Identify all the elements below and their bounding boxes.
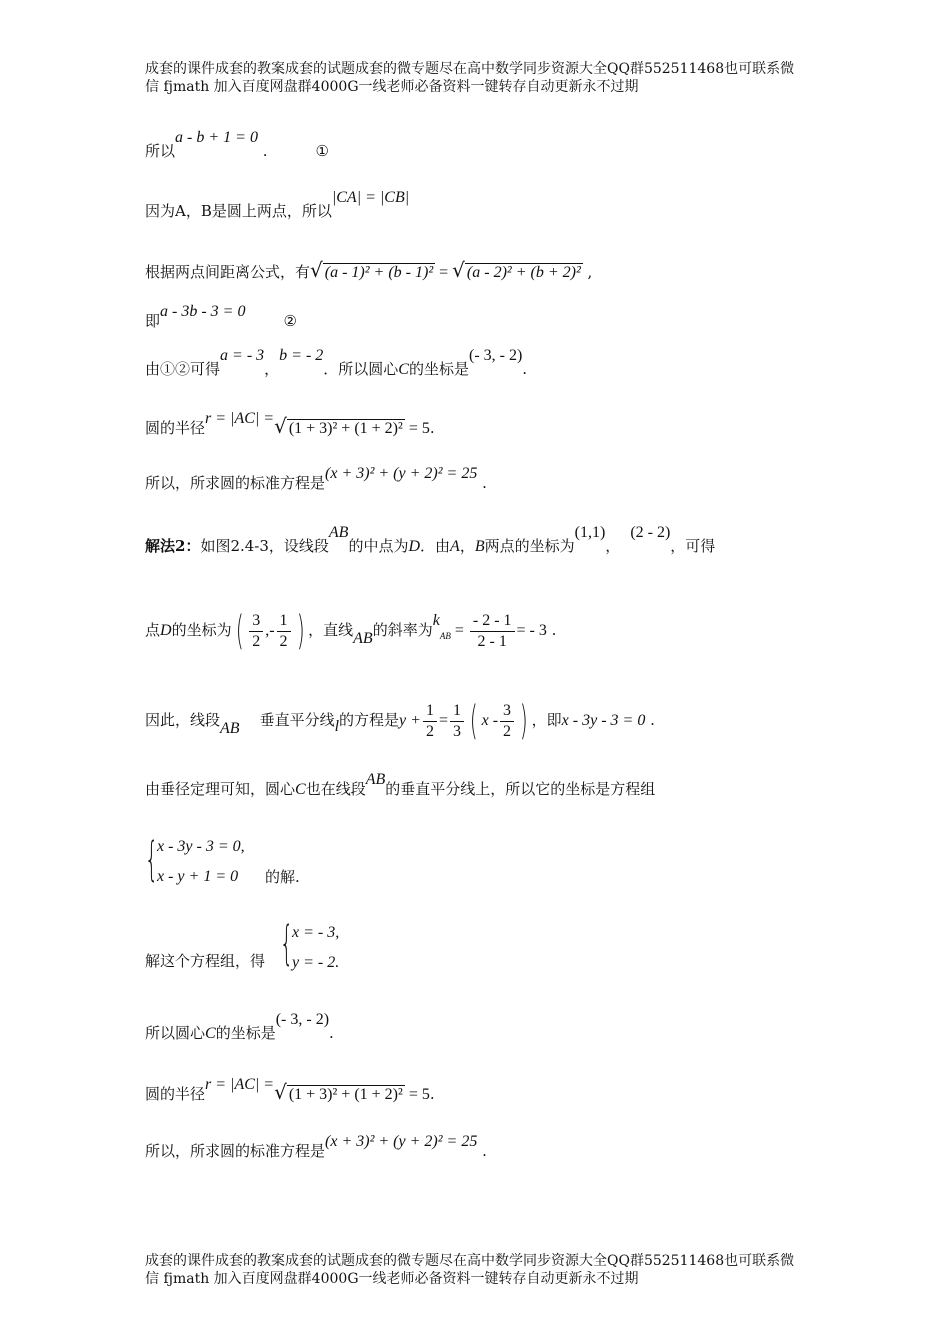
midpoint-line: 点D的坐标为( $\frac{3}{2}$ ,- $\frac{1}{2}$ ) ，直线AB的斜率为$k_{AB}$ = $\frac{- 2 - 1}{2 - 1}$ = - 3 . xyxy=(145,608,557,654)
segment-ab: AB xyxy=(328,524,349,541)
equation-system-1: { x - 3y - 3 = 0, x - y + 1 = 0 的解. xyxy=(145,832,300,886)
point-b: (2 - 2) xyxy=(630,524,671,541)
distance-left: (a - 1)² + (b - 1)² xyxy=(324,264,434,281)
system-2-eq-1: x = - 3, xyxy=(292,924,340,941)
radius-value: = 5 xyxy=(408,420,430,437)
header-line-2: 信 fjmath 加入百度网盘群4000G一线老师必备资料一键转存自动更新永不过期 xyxy=(145,79,639,95)
line-6-text: 圆的半径 xyxy=(145,419,206,437)
distance-right: (a - 2)² + (b + 2)² xyxy=(466,264,581,281)
solve-line: 解这个方程组，得 xyxy=(145,952,266,970)
line-1: 所以a - b + 1 = 0 . ① xyxy=(145,129,329,160)
equation-system-2: { x = - 3, y = - 2. xyxy=(280,916,340,971)
slope-result: = - 3 xyxy=(516,622,547,639)
marker-1: ① xyxy=(315,142,329,160)
bisector-line: 因此，线段AB 垂直平分线l的方程是y + $\frac{1}{2}$ = $\frac{1}{3}$ ( x - $\frac{3}{2}$ ) ，即x - 3y - 3 = 0 . xyxy=(145,698,655,744)
radius-math: r = |AC| = xyxy=(205,410,275,427)
slope-fraction: $\frac{- 2 - 1}{2 - 1}$ xyxy=(470,611,515,652)
line-5-text-b: ．所以圆心 xyxy=(323,360,399,378)
line-7-text: 所以，所求圆的标准方程是 xyxy=(145,474,326,492)
center-line: 所以圆心C的坐标是(- 3, - 2). xyxy=(145,1011,334,1042)
line-5: 由①②可得a = - 3，b = - 2．所以圆心C的坐标是(- 3, - 2). xyxy=(145,347,528,378)
equation-a-b: a - b + 1 = 0 xyxy=(175,129,258,146)
line-6: 圆的半径r = |AC| =√ (1 + 3)² + (1 + 2)² = 5. xyxy=(145,410,435,438)
marker-2: ② xyxy=(283,312,297,330)
fraction-3-2: $\frac{3}{2}$ xyxy=(249,611,263,652)
page-footer xyxy=(145,1252,825,1288)
line-5-text-a: 由①②可得 xyxy=(145,360,221,378)
footer-line-2: 信 fjmath 加入百度网盘群4000G一线老师必备资料一键转存自动更新永不过期 xyxy=(145,1271,639,1287)
center-coord-2: (- 3, - 2) xyxy=(275,1011,330,1028)
radius-radicand: (1 + 3)² + (1 + 2)² xyxy=(288,420,403,437)
line-1-text: 所以 xyxy=(145,142,176,160)
footer-line-1: 成套的课件成套的教案成套的试题成套的微专题尽在高中数学同步资源大全QQ群552511468也可联系微 xyxy=(145,1253,795,1269)
system-1-eq-1: x - 3y - 3 = 0, xyxy=(157,838,245,855)
system-2-eq-2: y = - 2. xyxy=(292,954,340,971)
sqrt-symbol: √ xyxy=(452,258,465,282)
equation-2: a - 3b - 3 = 0 xyxy=(160,303,246,320)
center-coord: (- 3, - 2) xyxy=(468,347,523,364)
value-a: a = - 3 xyxy=(220,347,265,364)
final-line: 所以，所求圆的标准方程是(x + 3)² + (y + 2)² = 25 . xyxy=(145,1133,487,1160)
final-equation: (x + 3)² + (y + 2)² = 25 xyxy=(325,1133,478,1150)
line-2-text: 因为A，B是圆上两点，所以 xyxy=(145,202,332,220)
theorem-line: 由垂径定理可知，圆心C也在线段AB的垂直平分线上，所以它的坐标是方程组 xyxy=(145,771,656,798)
line-2 xyxy=(145,189,410,221)
sqrt-symbol: √ xyxy=(310,258,323,282)
line-7: 所以，所求圆的标准方程是(x + 3)² + (y + 2)² = 25 . xyxy=(145,465,487,492)
slope-k: k xyxy=(432,612,440,629)
system-1-eq-2: x - y + 1 = 0 xyxy=(157,868,239,885)
radius-line-2: 圆的半径r = |AC| =√ (1 + 3)² + (1 + 2)² = 5. xyxy=(145,1076,435,1104)
line-5-text-c: 的坐标是 xyxy=(408,360,469,378)
fraction-1-2: $\frac{1}{2}$ xyxy=(277,611,291,652)
equation-ca-cb: |CA| = |CB| xyxy=(331,189,410,206)
line-3-text: 根据两点间距离公式，有 xyxy=(145,263,311,281)
point-a: (1,1) xyxy=(574,524,606,541)
value-b: b = - 2 xyxy=(279,347,324,364)
line-4-text: 即 xyxy=(145,312,161,330)
solution-2-label: 解法2： xyxy=(145,537,201,555)
page-header xyxy=(145,60,825,96)
bisector-equation: x - 3y - 3 = 0 xyxy=(561,712,646,729)
solution-2-line: 解法2：如图2.4-3，设线段AB的中点为D．由A，B两点的坐标为(1,1)，(2 - 2)，可得 xyxy=(145,524,716,555)
line-3: 根据两点间距离公式，有√ (a - 1)² + (b - 1)² = √ (a - 2)² + (b + 2)² , xyxy=(145,258,593,282)
header-line-1: 成套的课件成套的教案成套的试题成套的微专题尽在高中数学同步资源大全QQ群552511468也可联系微 xyxy=(145,61,795,77)
line-4 xyxy=(145,303,297,331)
circle-equation: (x + 3)² + (y + 2)² = 25 xyxy=(325,465,478,482)
